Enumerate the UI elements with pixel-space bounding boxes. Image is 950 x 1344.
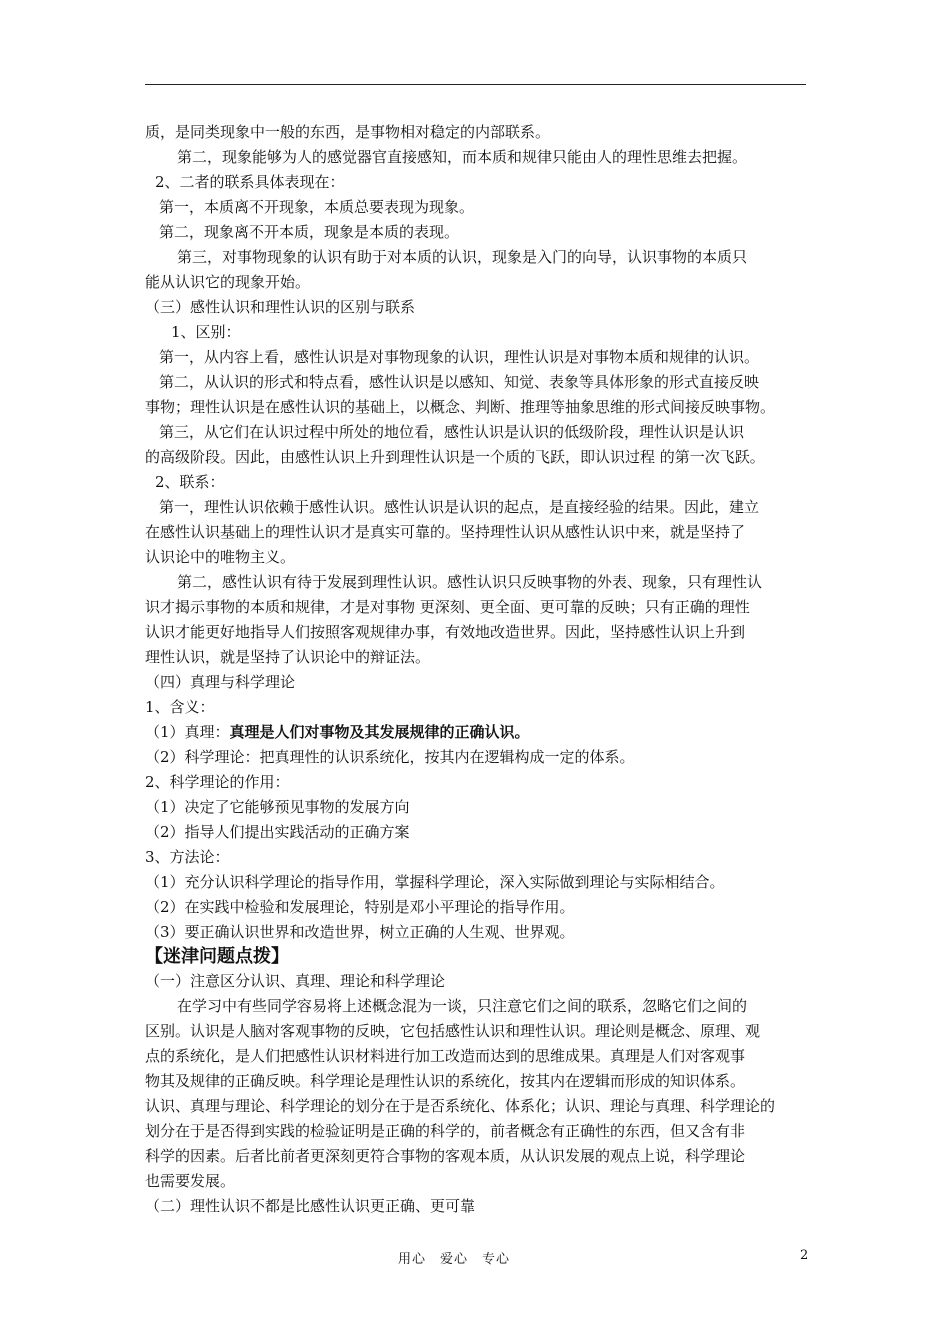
paragraph-line: 也需要发展。	[145, 1172, 236, 1190]
paragraph-line: 物其及规律的正确反映。科学理论是理性认识的系统化，按其内在逻辑而形成的知识体系。	[145, 1072, 746, 1090]
paragraph-line: （2）指导人们提出实践活动的正确方案	[145, 823, 410, 841]
paragraph-line: 科学的因素。后者比前者更深刻更符合事物的客观本质，从认识发展的观点上说，科学理论	[145, 1147, 746, 1165]
paragraph-line: 2、科学理论的作用：	[145, 773, 290, 791]
paragraph-line: 在感性认识基础上的理性认识才是真实可靠的。坚持理性认识从感性认识中来，就是坚持了	[145, 523, 746, 541]
paragraph-line: 理性认识，就是坚持了认识论中的辩证法。	[145, 648, 431, 666]
paragraph-line: 认识才能更好地指导人们按照客观规律办事，有效地改造世界。因此，坚持感性认识上升到	[145, 623, 746, 641]
paragraph-line: 能从认识它的现象开始。	[145, 273, 311, 291]
paragraph-line: 1、含义：	[145, 698, 215, 716]
paragraph-line: 第一，从内容上看，感性认识是对事物现象的认识，理性认识是对事物本质和规律的认识。	[159, 348, 760, 366]
footer-motto: 用心 爱心 专心	[398, 1252, 511, 1267]
paragraph-line: 第二，现象离不开本质，现象是本质的表现。	[159, 223, 460, 241]
paragraph-line: 的高级阶段。因此，由感性认识上升到理性认识是一个质的飞跃，即认识过程 的第一次飞跃。	[145, 448, 765, 466]
truth-label: （1）真理：	[145, 723, 230, 741]
paragraph-line: （3）要正确认识世界和改造世界，树立正确的人生观、世界观。	[145, 923, 575, 941]
paragraph-line: 质，是同类现象中一般的东西，是事物相对稳定的内部联系。	[145, 123, 551, 141]
paragraph-line: 区别。认识是人脑对客观事物的反映，它包括感性认识和理性认识。理论则是概念、原理、观	[145, 1022, 761, 1040]
paragraph-line: 2、联系：	[155, 473, 225, 491]
page-number: 2	[800, 1248, 809, 1263]
paragraph-line: 事物；理性认识是在感性认识的基础上，以概念、判断、推理等抽象思维的形式间接反映事物。	[145, 398, 776, 416]
truth-definition-line	[145, 720, 808, 745]
paragraph-line: 第一，本质离不开现象，本质总要表现为现象。	[159, 198, 475, 216]
paragraph-line: （1）决定了它能够预见事物的发展方向	[145, 798, 410, 816]
paragraph-line: 划分在于是否得到实践的检验证明是正确的科学的，前者概念有正确性的东西，但又含有非	[145, 1122, 746, 1140]
section-title: （二）理性认识不都是比感性认识更正确、更可靠	[145, 1197, 476, 1215]
paragraph-line: 第三，从它们在认识过程中所处的地位看，感性认识是认识的低级阶段，理性认识是认识	[159, 423, 745, 441]
page-footer	[0, 1248, 950, 1270]
section-title: （四）真理与科学理论	[145, 673, 296, 691]
paragraph-line: 点的系统化，是人们把感性认识材料进行加工改造而达到的思维成果。真理是人们对客观事	[145, 1047, 746, 1065]
section-heading: 【迷津问题点拨】	[145, 946, 289, 967]
paragraph-line: 在学习中有些同学容易将上述概念混为一谈，只注意它们之间的联系，忽略它们之间的	[177, 997, 748, 1015]
paragraph-line: （2）科学理论：把真理性的认识系统化，按其内在逻辑构成一定的体系。	[145, 748, 635, 766]
paragraph-line: 2、二者的联系具体表现在：	[155, 173, 345, 191]
header-rule	[145, 84, 806, 85]
paragraph-line: 第一，理性认识依赖于感性认识。感性认识是认识的起点，是直接经验的结果。因此，建立	[159, 498, 760, 516]
paragraph-line: （1）充分认识科学理论的指导作用，掌握科学理论，深入实际做到理论与实际相结合。	[145, 873, 725, 891]
paragraph-line: 第二，现象能够为人的感觉器官直接感知，而本质和规律只能由人的理性思维去把握。	[177, 148, 748, 166]
paragraph-line: 1、区别：	[171, 323, 241, 341]
section-title: （一）注意区分认识、真理、理论和科学理论	[145, 972, 446, 990]
paragraph-line: 第三，对事物现象的认识有助于对本质的认识，现象是入门的向导，认识事物的本质只	[177, 248, 748, 266]
paragraph-line: 第二，从认识的形式和特点看，感性认识是以感知、知觉、表象等具体形象的形式直接反映	[159, 373, 760, 391]
paragraph-line: 认识论中的唯物主义。	[145, 548, 296, 566]
section-title: （三）感性认识和理性认识的区别与联系	[145, 298, 416, 316]
paragraph-line: 第二，感性认识有待于发展到理性认识。感性认识只反映事物的外表、现象，只有理性认	[177, 573, 763, 591]
paragraph-line: 认识、真理与理论、科学理论的划分在于是否系统化、体系化；认识、理论与真理、科学理论的	[145, 1097, 776, 1115]
truth-definition-bold: 真理是人们对事物及其发展规律的正确认识。	[229, 723, 530, 741]
paragraph-line: （2）在实践中检验和发展理论，特别是邓小平理论的指导作用。	[145, 898, 575, 916]
paragraph-line: 3、方法论：	[145, 848, 230, 866]
paragraph-line: 识才揭示事物的本质和规律，才是对事物 更深刻、更全面、更可靠的反映；只有正确的理性	[145, 598, 750, 616]
document-body	[145, 120, 808, 1219]
